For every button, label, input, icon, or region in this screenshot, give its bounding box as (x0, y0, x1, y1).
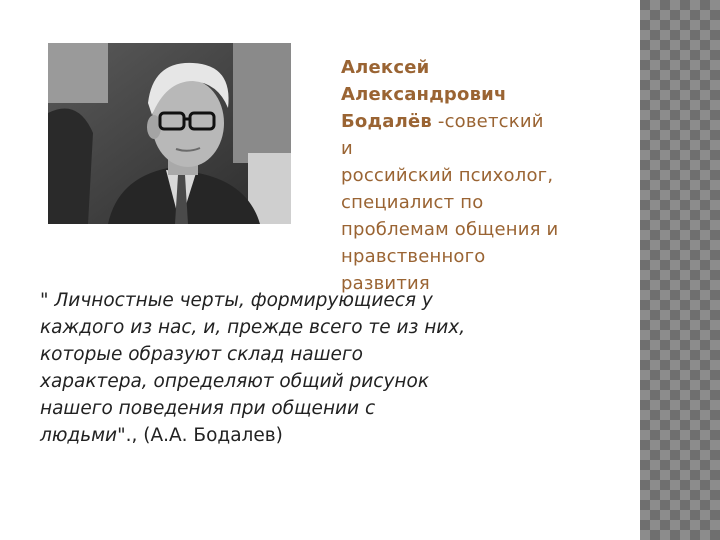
portrait-illustration (48, 43, 291, 224)
decorative-side-pattern (640, 0, 720, 540)
bio-name-line-2: Александрович (341, 84, 507, 105)
portrait-photo (48, 43, 291, 224)
bio-name-line-1: Алексей (341, 57, 430, 78)
quote-line-6 (40, 422, 620, 449)
quote-line-2: каждого из нас, и, прежде всего те из них, (40, 317, 466, 338)
bio-description-line-7: развития (341, 273, 430, 294)
quote-citation: "., (А.А. Бодалев) (117, 425, 283, 446)
bio-text (341, 54, 631, 297)
bio-description-line-3: российский психолог, (341, 165, 554, 186)
bio-description-line-6: нравственного (341, 246, 486, 267)
quote-text (40, 287, 620, 449)
quote-open-mark: " (40, 290, 49, 311)
bio-description-start: -советский (431, 111, 544, 132)
bio-description-line-5: проблемам общения и (341, 219, 559, 240)
bio-description-line-2: и (341, 138, 353, 159)
bio-surname: Бодалёв (341, 111, 432, 132)
quote-line-5: нашего поведения при общении с (40, 398, 376, 419)
bio-name-line-3 (341, 108, 631, 135)
quote-line-1-text: Личностные черты, формирующиеся у (48, 290, 433, 311)
quote-line-6-text: людьми (40, 425, 118, 446)
quote-line-1 (40, 287, 620, 314)
quote-line-3: которые образуют склад нашего (40, 344, 363, 365)
quote-line-4: характера, определяют общий рисунок (40, 371, 429, 392)
bio-description-line-4: специалист по (341, 192, 484, 213)
